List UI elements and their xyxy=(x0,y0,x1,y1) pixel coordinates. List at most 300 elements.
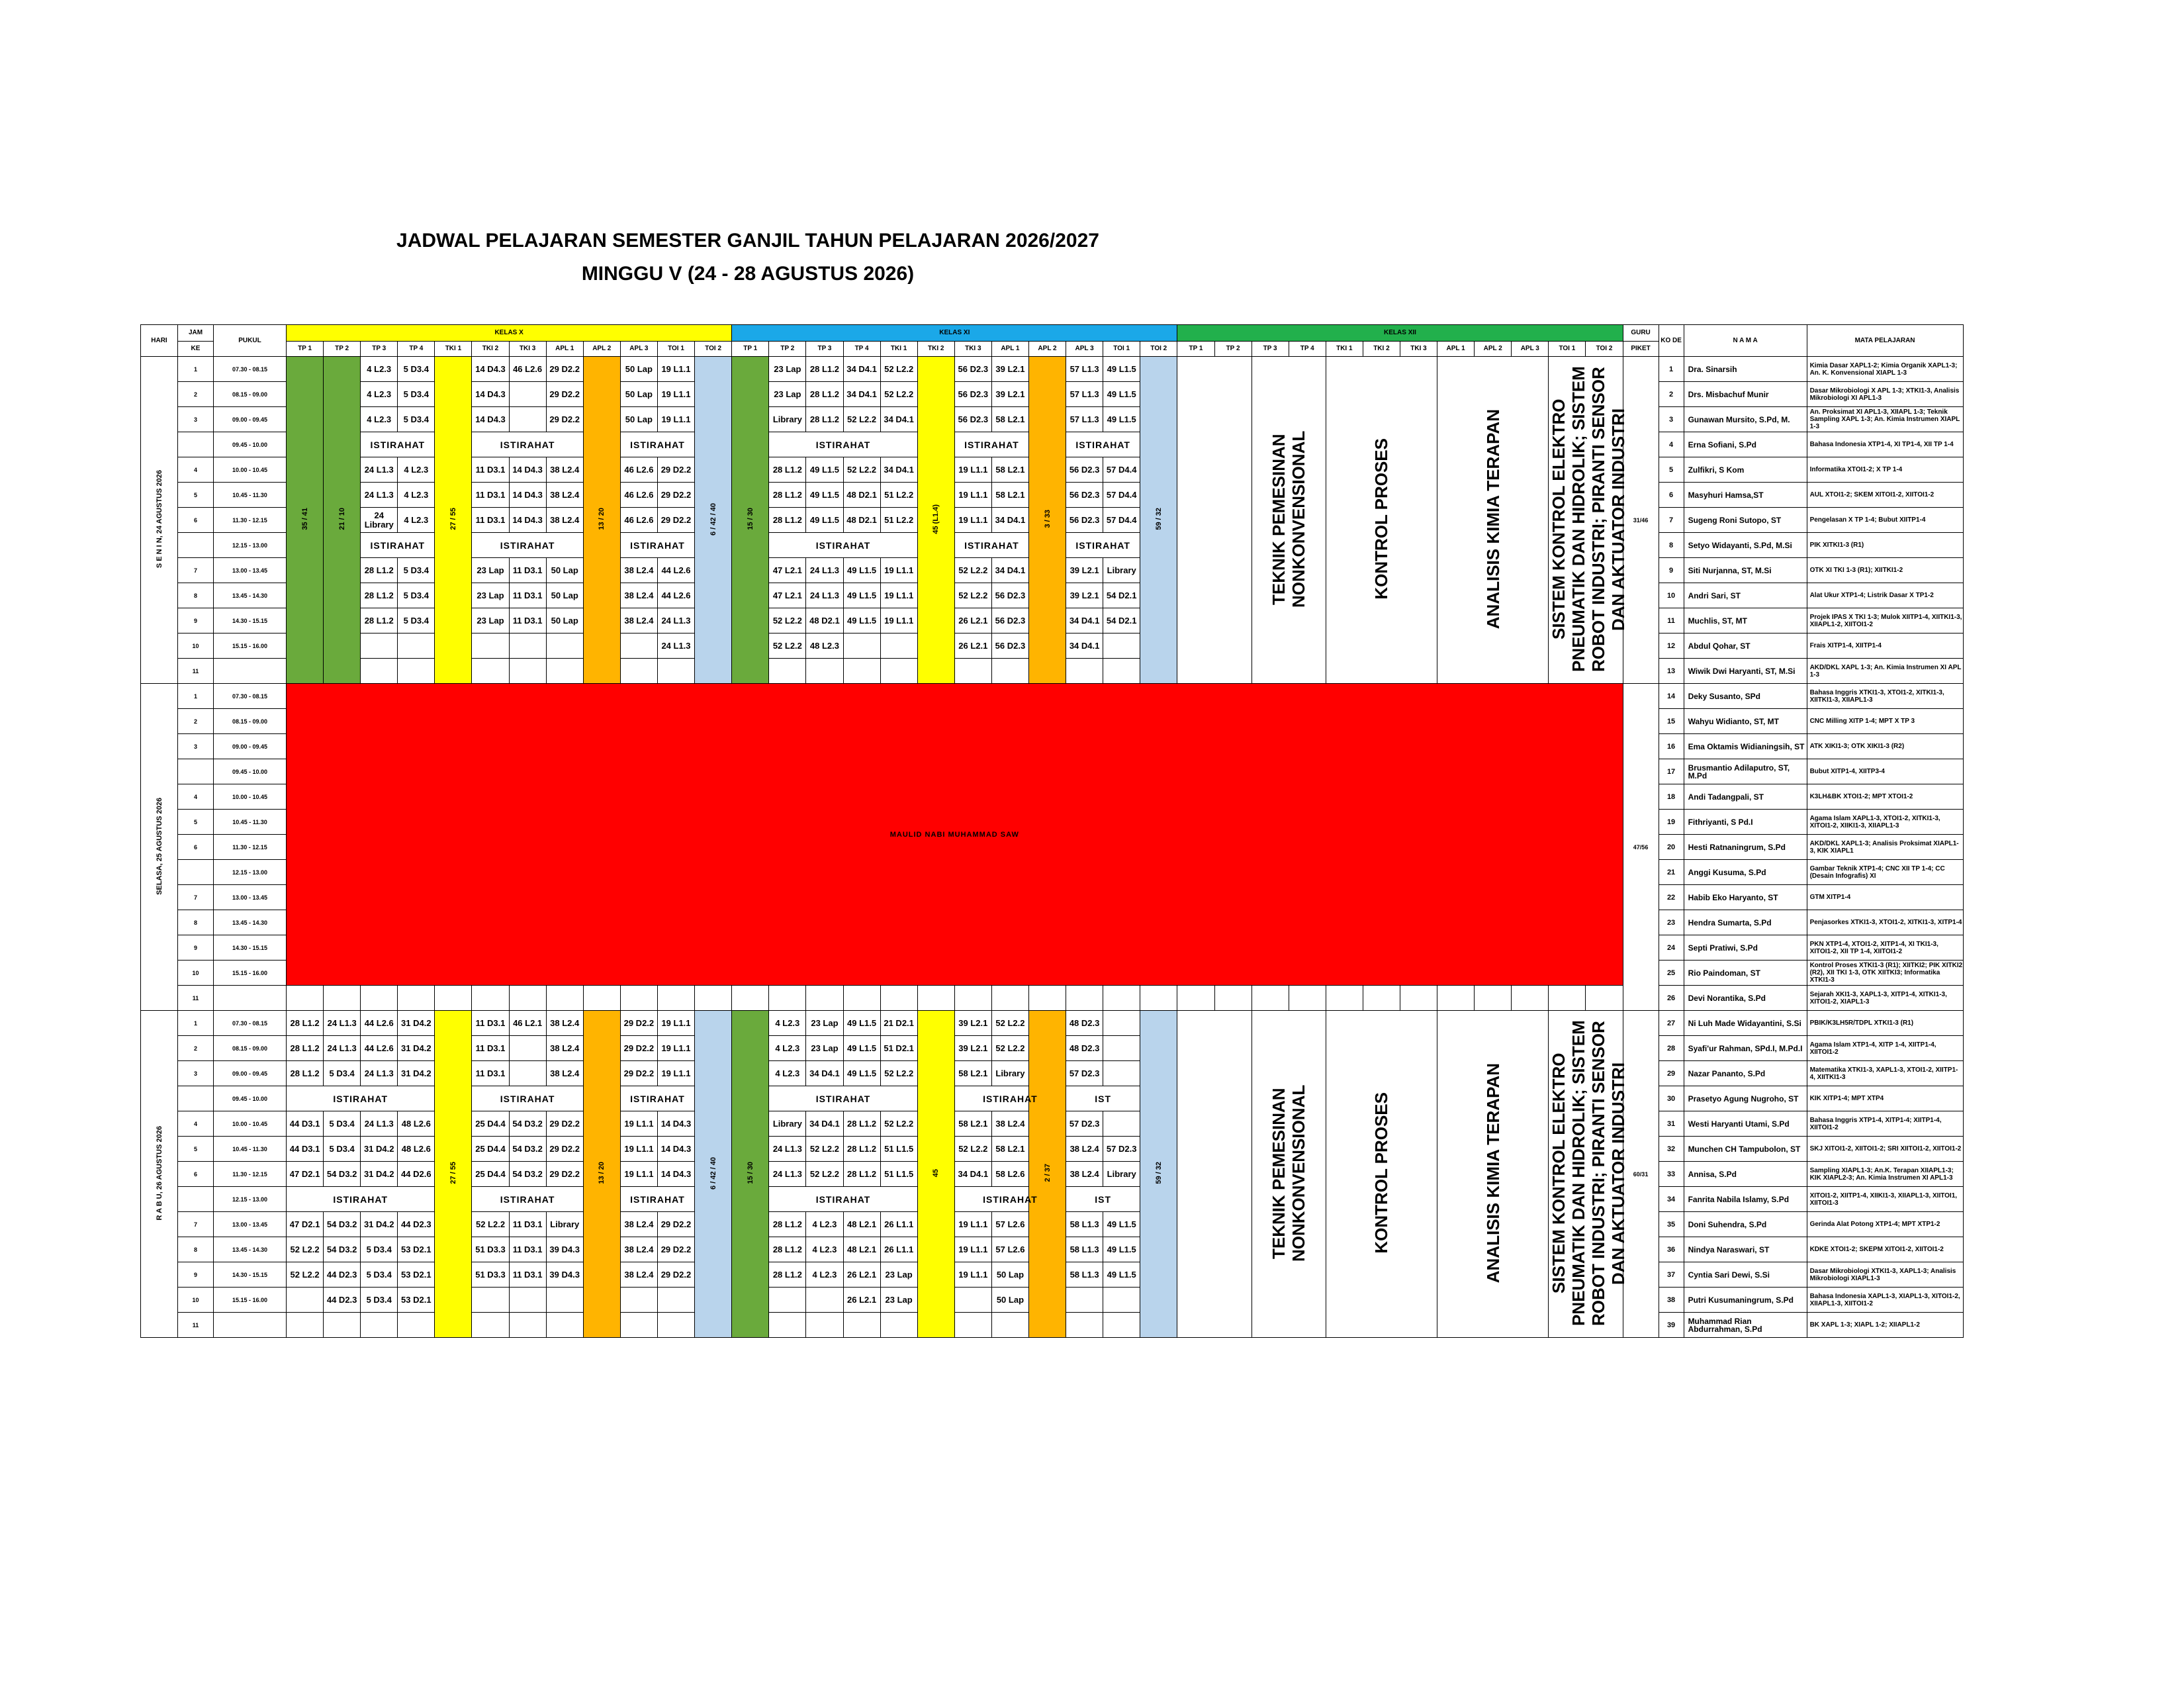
slot-ke: 2 xyxy=(178,1036,214,1061)
lesson-cell: 5 D3.4 xyxy=(398,357,435,382)
lesson-cell: 58 L1.3 xyxy=(1066,1262,1103,1288)
lesson-cell xyxy=(1103,633,1140,659)
lesson-cell: 19 L1.1 xyxy=(880,558,917,583)
teacher-subject: Dasar Mikrobiologi XTKI1-3, XAPL1-3; Analisis Mikrobiologi XIAPL1-3 xyxy=(1807,1262,1963,1288)
table-cell xyxy=(1177,986,1214,1011)
slot-ke xyxy=(178,860,214,885)
lesson-cell: 44 L2.6 xyxy=(361,1011,398,1036)
lesson-cell: 19 L1.1 xyxy=(657,407,694,432)
lesson-cell xyxy=(509,659,546,684)
teacher-kode: 29 xyxy=(1659,1061,1684,1086)
class-block-apl2: 13 / 20 xyxy=(583,1011,620,1338)
lesson-cell xyxy=(954,1313,991,1338)
lesson-cell: 19 L1.1 xyxy=(880,608,917,633)
slot-ke: 4 xyxy=(178,1111,214,1137)
istirahat-label: ISTIRAHAT xyxy=(361,533,435,558)
lesson-cell: 4 L2.3 xyxy=(398,483,435,508)
slot-ke: 10 xyxy=(178,1288,214,1313)
lesson-cell: 49 L1.5 xyxy=(843,583,880,608)
teacher-name: Munchen CH Tampubolon, ST xyxy=(1684,1137,1807,1162)
lesson-cell: 47 D2.1 xyxy=(287,1162,324,1187)
slot-ke xyxy=(178,533,214,558)
lesson-cell: 14 D4.3 xyxy=(472,357,509,382)
lesson-cell: 4 L2.3 xyxy=(398,457,435,483)
teacher-kode: 38 xyxy=(1659,1288,1684,1313)
lesson-cell: 4 L2.3 xyxy=(361,407,398,432)
class-block-tki2: 45 (L1.4) xyxy=(917,357,954,684)
lesson-cell: 52 L2.2 xyxy=(880,382,917,407)
lesson-cell: 38 L2.4 xyxy=(1066,1162,1103,1187)
lesson-cell xyxy=(769,1288,806,1313)
lesson-cell: 39 L2.1 xyxy=(1066,558,1103,583)
kelas-xii-header: KELAS XII xyxy=(1177,325,1623,342)
xii-subject-a: TEKNIK PEMESINAN NONKONVENSIONAL xyxy=(1251,1011,1326,1338)
teacher-name: Septi Pratiwi, S.Pd xyxy=(1684,935,1807,961)
lesson-cell: 23 Lap xyxy=(880,1262,917,1288)
lesson-cell: 19 L1.1 xyxy=(954,1212,991,1237)
lesson-cell: 29 D2.2 xyxy=(620,1061,657,1086)
teacher-kode: 6 xyxy=(1659,483,1684,508)
class-column-header: TKI 1 xyxy=(880,342,917,357)
lesson-cell: 11 D3.1 xyxy=(472,483,509,508)
class-column-header: TP 3 xyxy=(806,342,843,357)
lesson-cell: 11 D3.1 xyxy=(509,1212,546,1237)
lesson-cell: 34 D4.1 xyxy=(991,558,1028,583)
lesson-cell: 46 L2.6 xyxy=(509,357,546,382)
teacher-kode: 31 xyxy=(1659,1111,1684,1137)
lesson-cell: 52 L2.2 xyxy=(843,407,880,432)
class-column-header: TP 1 xyxy=(1177,342,1214,357)
lesson-cell: 57 L2.6 xyxy=(991,1212,1028,1237)
class-block-tp1: 15 / 30 xyxy=(732,357,769,684)
istirahat-label: ISTIRAHAT xyxy=(1066,432,1140,457)
lesson-cell: 56 D2.3 xyxy=(1066,508,1103,533)
lesson-cell xyxy=(398,633,435,659)
teacher-kode: 35 xyxy=(1659,1212,1684,1237)
lesson-cell: 56 D2.3 xyxy=(954,407,991,432)
slot-time: 13.00 - 13.45 xyxy=(214,885,287,910)
lesson-cell: 54 D3.2 xyxy=(324,1237,361,1262)
slot-time: 13.00 - 13.45 xyxy=(214,1212,287,1237)
lesson-cell: 38 L2.4 xyxy=(546,508,583,533)
lesson-cell xyxy=(657,1313,694,1338)
class-column-header: TP 2 xyxy=(1214,342,1251,357)
lesson-cell: 29 D2.2 xyxy=(657,1212,694,1237)
lesson-cell: 23 Lap xyxy=(769,382,806,407)
teacher-kode: 36 xyxy=(1659,1237,1684,1262)
slot-time: 08.15 - 09.00 xyxy=(214,709,287,734)
lesson-cell: 38 L2.4 xyxy=(546,1036,583,1061)
slot-ke: 7 xyxy=(178,558,214,583)
teacher-name: Zulfikri, S Kom xyxy=(1684,457,1807,483)
lesson-cell: 24 L1.3 xyxy=(361,483,398,508)
lesson-cell: Library xyxy=(1103,558,1140,583)
lesson-cell: 52 L2.2 xyxy=(806,1162,843,1187)
teacher-subject: Penjasorkes XTKI1-3, XTOI1-2, XITKI1-3, XITP1-4 xyxy=(1807,910,1963,935)
lesson-cell: 49 L1.5 xyxy=(1103,357,1140,382)
table-cell xyxy=(398,986,435,1011)
lesson-cell: 29 D2.2 xyxy=(620,1036,657,1061)
lesson-cell: 57 D4.4 xyxy=(1103,508,1140,533)
slot-time: 09.45 - 10.00 xyxy=(214,432,287,457)
lesson-cell: 24 L1.3 xyxy=(361,1111,398,1137)
lesson-cell: 5 D3.4 xyxy=(398,608,435,633)
slot-ke: 4 xyxy=(178,784,214,810)
lesson-cell: Library xyxy=(546,1212,583,1237)
lesson-cell xyxy=(1066,1313,1103,1338)
slot-ke: 11 xyxy=(178,659,214,684)
slot-time: 07.30 - 08.15 xyxy=(214,357,287,382)
class-column-header: APL 3 xyxy=(1066,342,1103,357)
xii-subject-b: KONTROL PROSES xyxy=(1326,1011,1437,1338)
xii-empty xyxy=(1177,357,1251,684)
teacher-subject: AKD/DKL XAPL 1-3; An. Kimia Instrumen XI APL 1-3 xyxy=(1807,659,1963,684)
lesson-cell: 29 D2.2 xyxy=(546,407,583,432)
lesson-cell: 48 D2.1 xyxy=(843,483,880,508)
lesson-cell: 38 L2.4 xyxy=(1066,1137,1103,1162)
lesson-cell: 44 D3.1 xyxy=(287,1137,324,1162)
teacher-name: Ni Luh Made Widayantini, S.Si xyxy=(1684,1011,1807,1036)
lesson-cell: 34 D4.1 xyxy=(880,457,917,483)
lesson-cell: 24 L1.3 xyxy=(769,1162,806,1187)
lesson-cell: 26 L2.1 xyxy=(843,1288,880,1313)
lesson-cell: 47 D2.1 xyxy=(287,1212,324,1237)
slot-time: 12.15 - 13.00 xyxy=(214,860,287,885)
lesson-cell: 53 D2.1 xyxy=(398,1237,435,1262)
lesson-cell: 14 D4.3 xyxy=(509,508,546,533)
table-cell xyxy=(472,986,509,1011)
lesson-cell: 11 D3.1 xyxy=(509,558,546,583)
lesson-cell: 51 L1.5 xyxy=(880,1137,917,1162)
lesson-cell xyxy=(620,659,657,684)
teacher-name: Andi Tadangpali, ST xyxy=(1684,784,1807,810)
table-cell xyxy=(1251,986,1289,1011)
lesson-cell: 57 D2.3 xyxy=(1066,1061,1103,1086)
lesson-cell: 49 L1.5 xyxy=(843,1011,880,1036)
lesson-cell: 11 D3.1 xyxy=(509,583,546,608)
piket-header: PIKET xyxy=(1623,342,1659,357)
teacher-subject: An. Proksimat XI APL1-3, XIIAPL 1-3; Teknik Sampling XAPL 1-3; An. Kimia Instrumen XIAPL 1-3 xyxy=(1807,407,1963,432)
lesson-cell: 34 D4.1 xyxy=(843,382,880,407)
lesson-cell: 29 D2.2 xyxy=(657,508,694,533)
lesson-cell: 4 L2.3 xyxy=(806,1262,843,1288)
table-cell xyxy=(880,986,917,1011)
lesson-cell: 49 L1.5 xyxy=(1103,1237,1140,1262)
table-cell xyxy=(1363,986,1400,1011)
lesson-cell: 52 L2.2 xyxy=(843,457,880,483)
class-block-tki1: 27 / 55 xyxy=(435,1011,472,1338)
lesson-cell: 5 D3.4 xyxy=(361,1237,398,1262)
teacher-kode: 26 xyxy=(1659,986,1684,1011)
teacher-subject: CNC Milling XITP 1-4; MPT X TP 3 xyxy=(1807,709,1963,734)
lesson-cell xyxy=(1066,659,1103,684)
lesson-cell: 34 D4.1 xyxy=(843,357,880,382)
lesson-cell xyxy=(657,659,694,684)
lesson-cell: 38 L2.4 xyxy=(620,583,657,608)
class-block-toi2: 59 / 32 xyxy=(1140,357,1177,684)
teacher-name: Andri Sari, ST xyxy=(1684,583,1807,608)
slot-time: 09.00 - 09.45 xyxy=(214,407,287,432)
slot-time: 15.15 - 16.00 xyxy=(214,961,287,986)
slot-ke: 10 xyxy=(178,633,214,659)
istirahat-label: ISTIRAHAT xyxy=(472,1086,583,1111)
lesson-cell: 52 L2.2 xyxy=(880,1111,917,1137)
lesson-cell: 28 L1.2 xyxy=(769,508,806,533)
nama-header: N A M A xyxy=(1684,325,1807,357)
lesson-cell xyxy=(361,659,398,684)
lesson-cell: 57 D2.3 xyxy=(1066,1111,1103,1137)
teacher-subject: Bahasa Inggris XTKI1-3, XTOI1-2, XITKI1-3, XIITKI1-3, XIIAPL1-3 xyxy=(1807,684,1963,709)
lesson-cell: 5 D3.4 xyxy=(324,1137,361,1162)
lesson-cell: 58 L2.1 xyxy=(991,1137,1028,1162)
teacher-kode: 39 xyxy=(1659,1313,1684,1338)
lesson-cell: 49 L1.5 xyxy=(1103,1212,1140,1237)
class-block-apl2: 13 / 20 xyxy=(583,357,620,684)
slot-ke: 11 xyxy=(178,986,214,1011)
lesson-cell: 56 D2.3 xyxy=(991,583,1028,608)
day-label: S E N I N, 24 AGUSTUS 2026 xyxy=(141,357,178,684)
lesson-cell xyxy=(843,633,880,659)
teacher-kode: 1 xyxy=(1659,357,1684,382)
class-block-tki1: 27 / 55 xyxy=(435,357,472,684)
teacher-name: Doni Suhendra, S.Pd xyxy=(1684,1212,1807,1237)
lesson-cell: 52 L2.2 xyxy=(880,1061,917,1086)
slot-ke: 6 xyxy=(178,1162,214,1187)
pukul-header: PUKUL xyxy=(214,325,287,357)
lesson-cell xyxy=(472,633,509,659)
mapel-header: MATA PELAJARAN xyxy=(1807,325,1963,357)
lesson-cell: 39 D4.3 xyxy=(546,1237,583,1262)
lesson-cell: 19 L1.1 xyxy=(620,1162,657,1187)
class-column-header: TOI 1 xyxy=(657,342,694,357)
lesson-cell: 56 D2.3 xyxy=(991,608,1028,633)
lesson-cell xyxy=(1103,1036,1140,1061)
class-block-toi2: 6 / 42 / 40 xyxy=(695,357,732,684)
teacher-kode: 25 xyxy=(1659,961,1684,986)
slot-ke: 4 xyxy=(178,457,214,483)
istirahat-label: ISTIRAHAT xyxy=(769,533,917,558)
lesson-cell: 28 L1.2 xyxy=(287,1011,324,1036)
istirahat-label: ISTIRAHAT xyxy=(620,1086,694,1111)
lesson-cell: 50 Lap xyxy=(546,583,583,608)
istirahat-label: ISTIRAHAT xyxy=(954,533,1028,558)
lesson-cell: 49 L1.5 xyxy=(843,558,880,583)
lesson-cell: 48 D2.1 xyxy=(843,508,880,533)
slot-time: 10.45 - 11.30 xyxy=(214,810,287,835)
hari-header: HARI xyxy=(141,325,178,357)
lesson-cell: 47 L2.1 xyxy=(769,558,806,583)
class-column-header: TP 2 xyxy=(769,342,806,357)
slot-time: 11.30 - 12.15 xyxy=(214,508,287,533)
class-column-header: TP 1 xyxy=(732,342,769,357)
teacher-kode: 27 xyxy=(1659,1011,1684,1036)
lesson-cell: 29 D2.2 xyxy=(657,483,694,508)
lesson-cell: 56 D2.3 xyxy=(991,633,1028,659)
teacher-subject: SKJ XITOI1-2, XIITOI1-2; SRI XIITOI1-2, XIITOI1-2 xyxy=(1807,1137,1963,1162)
class-column-header: TKI 2 xyxy=(472,342,509,357)
lesson-cell: 25 D4.4 xyxy=(472,1162,509,1187)
lesson-cell: 19 L1.1 xyxy=(657,382,694,407)
lesson-cell: 11 D3.1 xyxy=(509,1237,546,1262)
slot-time: 13.45 - 14.30 xyxy=(214,910,287,935)
slot-ke: 8 xyxy=(178,910,214,935)
lesson-cell: 48 L2.1 xyxy=(843,1237,880,1262)
lesson-cell: 58 L2.1 xyxy=(991,407,1028,432)
lesson-cell: 19 L1.1 xyxy=(954,457,991,483)
slot-time: 13.00 - 13.45 xyxy=(214,558,287,583)
lesson-cell: 39 L2.1 xyxy=(991,382,1028,407)
lesson-cell xyxy=(954,659,991,684)
lesson-cell: 28 L1.2 xyxy=(769,483,806,508)
lesson-cell xyxy=(991,659,1028,684)
lesson-cell: 29 D2.2 xyxy=(546,357,583,382)
lesson-cell: 28 L1.2 xyxy=(287,1036,324,1061)
slot-time: 11.30 - 12.15 xyxy=(214,835,287,860)
slot-time: 10.45 - 11.30 xyxy=(214,483,287,508)
lesson-cell: 19 L1.1 xyxy=(954,508,991,533)
lesson-cell: 50 Lap xyxy=(620,357,657,382)
slot-ke: 7 xyxy=(178,1212,214,1237)
lesson-cell: 28 L1.2 xyxy=(769,1237,806,1262)
lesson-cell: 51 L2.2 xyxy=(880,508,917,533)
teacher-kode: 24 xyxy=(1659,935,1684,961)
teacher-name: Anggi Kusuma, S.Pd xyxy=(1684,860,1807,885)
lesson-cell: Library xyxy=(1103,1162,1140,1187)
lesson-cell: 54 D2.1 xyxy=(1103,608,1140,633)
lesson-cell xyxy=(1103,1313,1140,1338)
class-column-header: TKI 3 xyxy=(509,342,546,357)
lesson-cell: 46 L2.6 xyxy=(620,508,657,533)
class-column-header: APL 3 xyxy=(1512,342,1549,357)
lesson-cell: 24 L1.3 xyxy=(657,633,694,659)
lesson-cell: 57 L1.3 xyxy=(1066,382,1103,407)
lesson-cell: 28 L1.2 xyxy=(361,558,398,583)
teacher-kode: 8 xyxy=(1659,533,1684,558)
teacher-name: Muchlis, ST, MT xyxy=(1684,608,1807,633)
lesson-cell: 49 L1.5 xyxy=(806,508,843,533)
table-cell xyxy=(1140,986,1177,1011)
lesson-cell: 44 L2.6 xyxy=(657,558,694,583)
lesson-cell: 51 D3.3 xyxy=(472,1262,509,1288)
lesson-cell: 54 D3.2 xyxy=(509,1111,546,1137)
table-cell xyxy=(546,986,583,1011)
lesson-cell: 28 L1.2 xyxy=(806,407,843,432)
lesson-cell: Library xyxy=(769,1111,806,1137)
lesson-cell: 50 Lap xyxy=(620,407,657,432)
teacher-name: Setyo Widayanti, S.Pd, M.Si xyxy=(1684,533,1807,558)
lesson-cell: 49 L1.5 xyxy=(1103,382,1140,407)
teacher-name: Westi Haryanti Utami, S.Pd xyxy=(1684,1111,1807,1137)
piket-value: 60/31 xyxy=(1623,1011,1659,1338)
teacher-name: Sugeng Roni Sutopo, ST xyxy=(1684,508,1807,533)
class-column-header: TOI 1 xyxy=(1103,342,1140,357)
lesson-cell: 58 L2.1 xyxy=(991,483,1028,508)
lesson-cell: 5 D3.4 xyxy=(324,1061,361,1086)
day-label: R A B U, 26 AGUSTUS 2026 xyxy=(141,1011,178,1338)
lesson-cell xyxy=(1103,659,1140,684)
lesson-cell: 44 D2.3 xyxy=(324,1288,361,1313)
istirahat-label: ISTIRAHAT xyxy=(472,1187,583,1212)
teacher-kode: 19 xyxy=(1659,810,1684,835)
teacher-kode: 15 xyxy=(1659,709,1684,734)
teacher-kode: 21 xyxy=(1659,860,1684,885)
lesson-cell xyxy=(546,659,583,684)
teacher-name: Gunawan Mursito, S.Pd, M. xyxy=(1684,407,1807,432)
lesson-cell: 51 L1.5 xyxy=(880,1162,917,1187)
lesson-cell: 38 L2.4 xyxy=(546,1011,583,1036)
teacher-kode: 9 xyxy=(1659,558,1684,583)
class-column-header: TP 2 xyxy=(324,342,361,357)
xii-subject-d: SISTEM KONTROL ELEKTRO PNEUMATIK DAN HIDROLIK; SISTEM ROBOT INDUSTRI; PIRANTI SENSOR DAN AKTUATOR INDUSTRI xyxy=(1549,357,1623,684)
lesson-cell: 4 L2.3 xyxy=(806,1212,843,1237)
teacher-subject: Dasar Mikrobiologi X APL 1-3; XTKI1-3, Analisis Mikrobiologi XI APL1-3 xyxy=(1807,382,1963,407)
teacher-name: Habib Eko Haryanto, ST xyxy=(1684,885,1807,910)
istirahat-label: ISTIRAHAT xyxy=(472,533,583,558)
lesson-cell xyxy=(1103,1011,1140,1036)
teacher-name: Fithriyanti, S Pd.I xyxy=(1684,810,1807,835)
lesson-cell: 19 L1.1 xyxy=(657,1061,694,1086)
lesson-cell xyxy=(806,1288,843,1313)
lesson-cell: 19 L1.1 xyxy=(954,483,991,508)
slot-time: 14.30 - 15.15 xyxy=(214,1262,287,1288)
lesson-cell: 19 L1.1 xyxy=(954,1237,991,1262)
slot-ke: 5 xyxy=(178,810,214,835)
teacher-subject: Sampling XIAPL1-3; An.K. Terapan XIIAPL1-3; KIK XIAPL2-3; An. Kimia Instrumen XI APL1-3 xyxy=(1807,1162,1963,1187)
lesson-cell: 38 L2.4 xyxy=(620,608,657,633)
teacher-kode: 16 xyxy=(1659,734,1684,759)
lesson-cell: 51 D2.1 xyxy=(880,1036,917,1061)
lesson-cell: 29 D2.2 xyxy=(657,457,694,483)
piket-value: 47/56 xyxy=(1623,684,1659,1011)
kelas-xi-header: KELAS XI xyxy=(732,325,1177,342)
teacher-kode: 22 xyxy=(1659,885,1684,910)
lesson-cell: 14 D4.3 xyxy=(472,382,509,407)
lesson-cell: 29 D2.2 xyxy=(657,1262,694,1288)
teacher-kode: 13 xyxy=(1659,659,1684,684)
table-cell xyxy=(991,986,1028,1011)
lesson-cell: 34 D4.1 xyxy=(806,1061,843,1086)
lesson-cell: 14 D4.3 xyxy=(657,1162,694,1187)
lesson-cell: 29 D2.2 xyxy=(546,1137,583,1162)
page-subtitle: MINGGU V (24 - 28 AGUSTUS 2026) xyxy=(581,263,915,285)
slot-time: 15.15 - 16.00 xyxy=(214,633,287,659)
lesson-cell: 54 D3.2 xyxy=(324,1162,361,1187)
slot-time: 11.30 - 12.15 xyxy=(214,1162,287,1187)
teacher-kode: 30 xyxy=(1659,1086,1684,1111)
lesson-cell: 11 D3.1 xyxy=(472,508,509,533)
lesson-cell: 57 D4.4 xyxy=(1103,483,1140,508)
lesson-cell: 21 D2.1 xyxy=(880,1011,917,1036)
lesson-cell: 38 L2.4 xyxy=(620,1212,657,1237)
lesson-cell: 28 L1.2 xyxy=(769,1212,806,1237)
teacher-name: Brusmantio Adilaputro, ST, M.Pd xyxy=(1684,759,1807,784)
lesson-cell: 26 L2.1 xyxy=(954,633,991,659)
table-cell xyxy=(917,986,954,1011)
slot-time: 12.15 - 13.00 xyxy=(214,533,287,558)
lesson-cell: 57 D2.3 xyxy=(1103,1137,1140,1162)
lesson-cell xyxy=(880,1313,917,1338)
teacher-name: Deky Susanto, SPd xyxy=(1684,684,1807,709)
teacher-subject: Informatika XTOI1-2; X TP 1-4 xyxy=(1807,457,1963,483)
teacher-kode: 33 xyxy=(1659,1162,1684,1187)
lesson-cell: 50 Lap xyxy=(991,1262,1028,1288)
lesson-cell: 44 D2.6 xyxy=(398,1162,435,1187)
lesson-cell: 49 L1.5 xyxy=(1103,407,1140,432)
lesson-cell: 56 D2.3 xyxy=(1066,457,1103,483)
class-column-header: TOI 2 xyxy=(695,342,732,357)
teacher-subject: PBIK/K3LH5R/TDPL XTKI1-3 (R1) xyxy=(1807,1011,1963,1036)
lesson-cell: 11 D3.1 xyxy=(509,1262,546,1288)
